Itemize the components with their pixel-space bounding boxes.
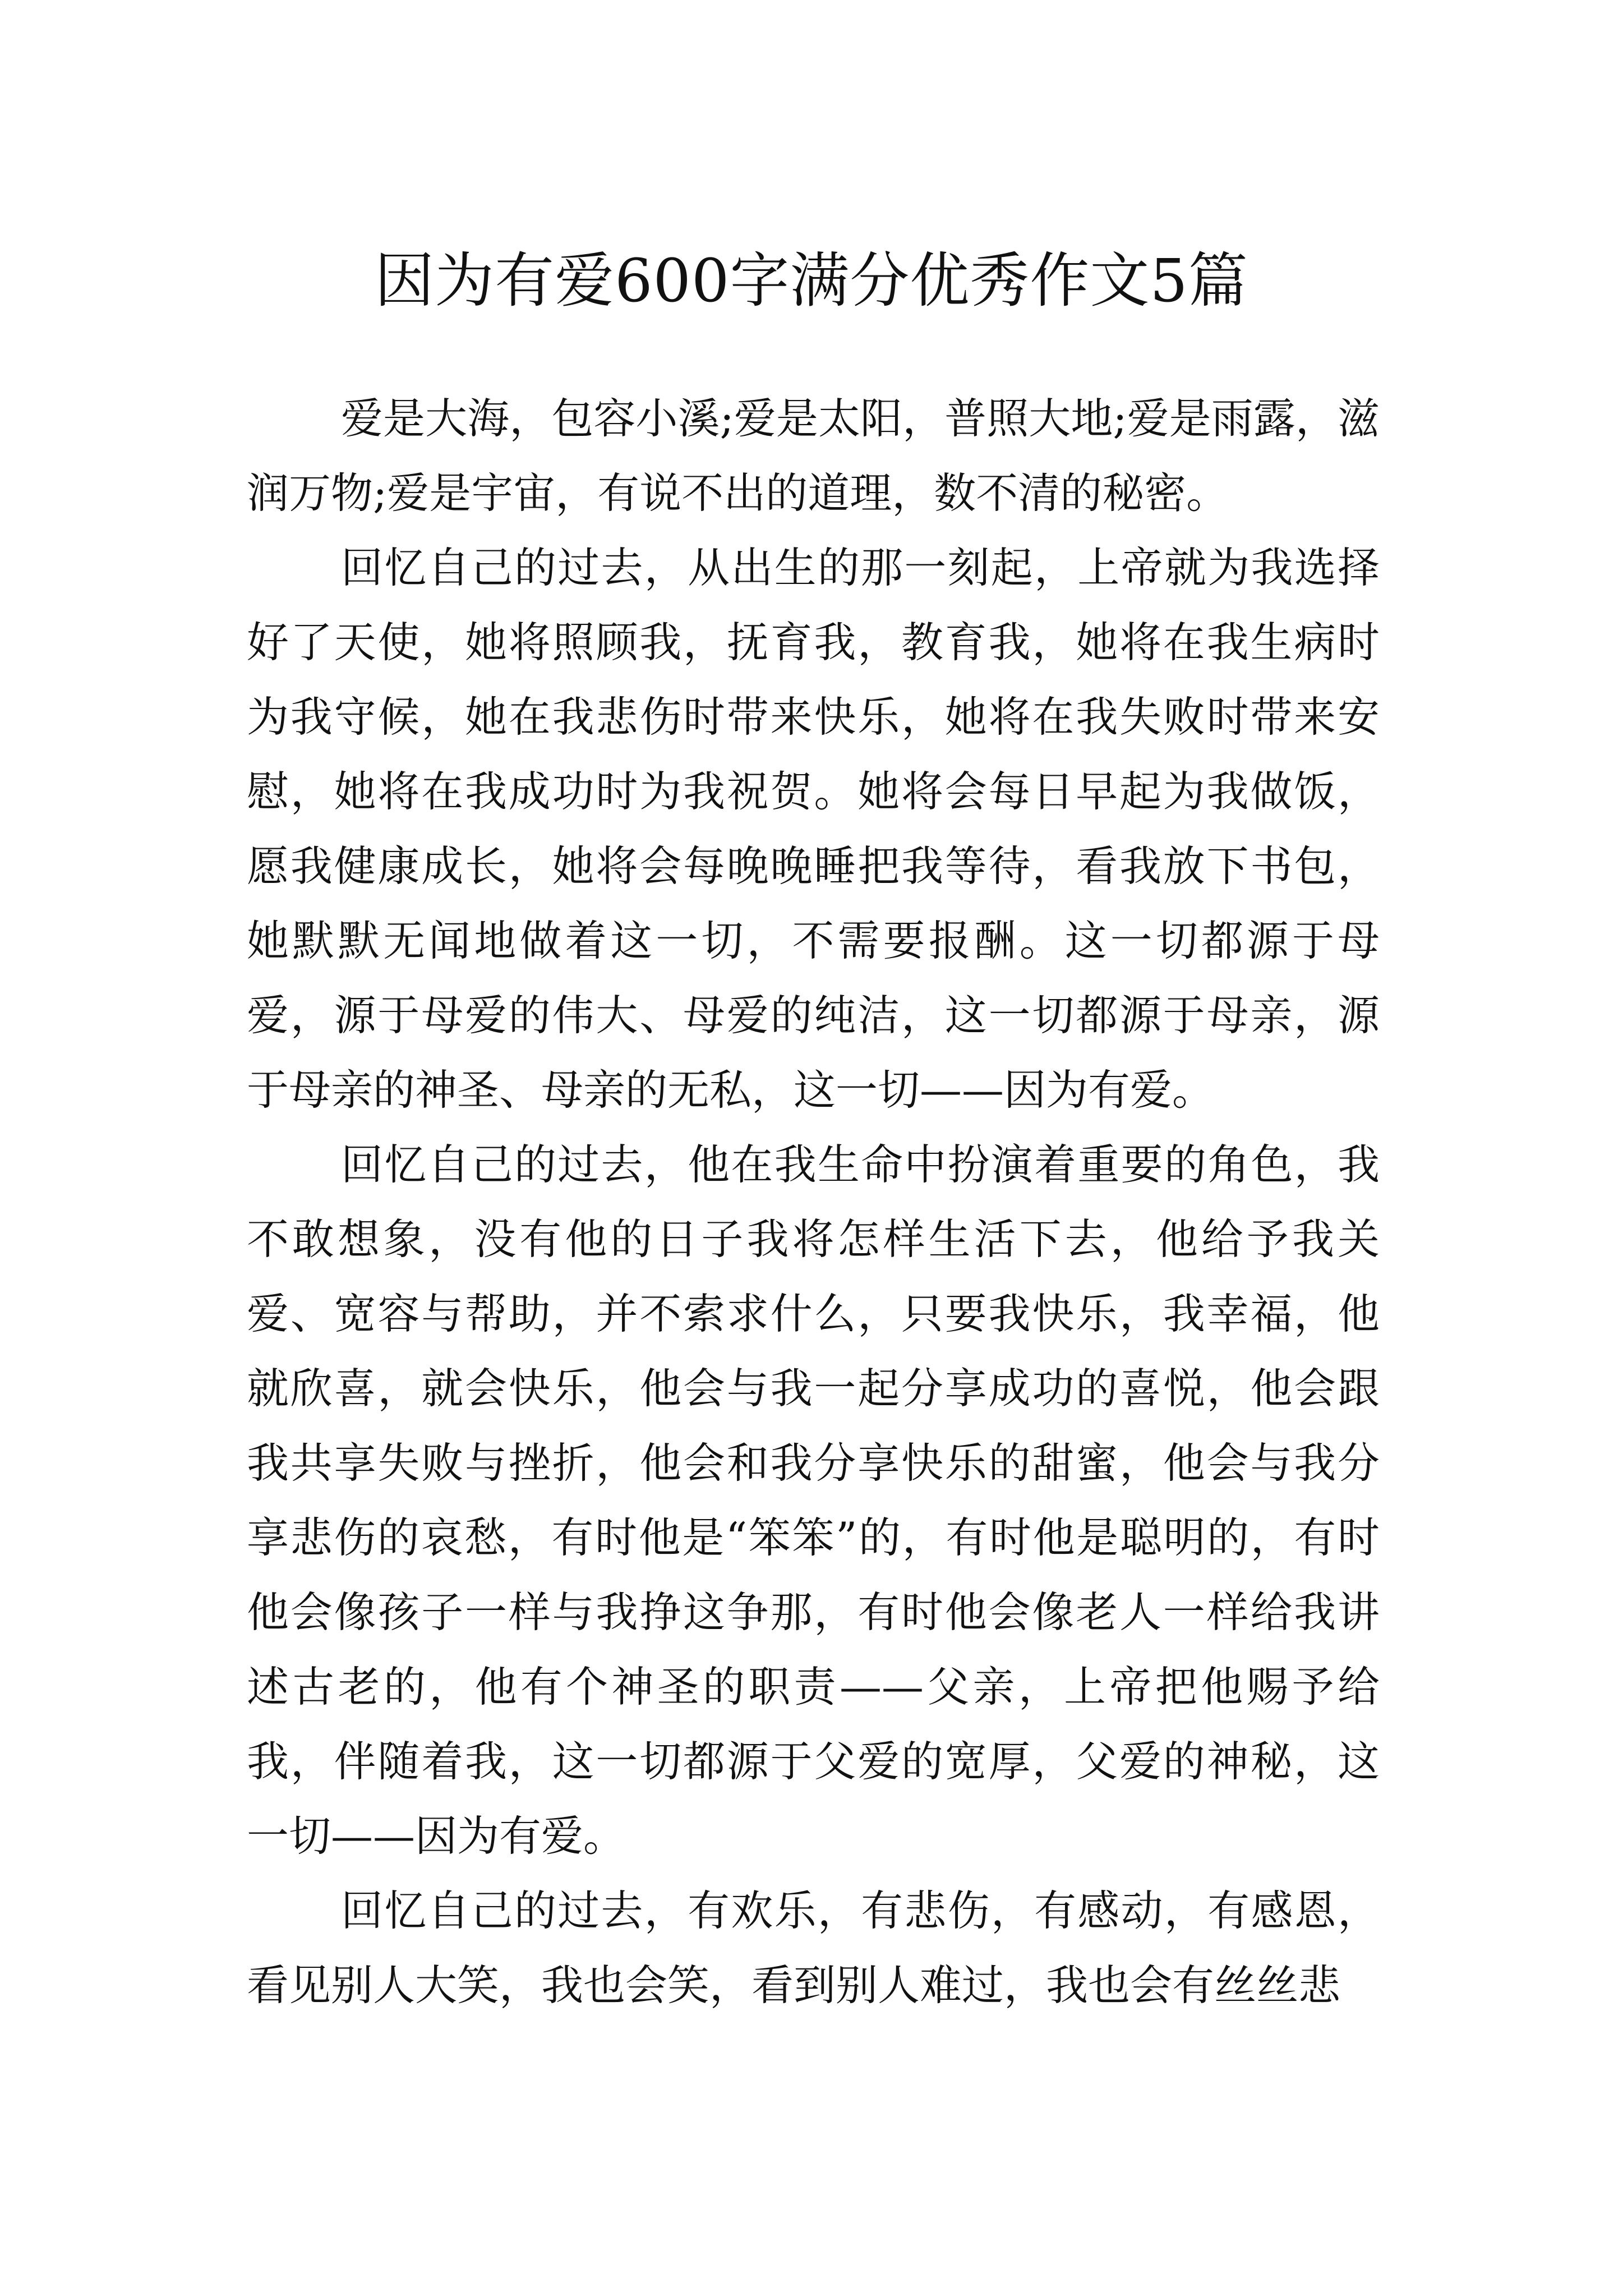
paragraph-1: 爱是大海，包容小溪;爱是太阳，普照大地;爱是雨露，滋润万物;爱是宇宙，有说不出的道理，数不清的秘密。 (247, 394, 1380, 518)
document-title: 因为有爱600字满分优秀作文5篇 (375, 246, 1248, 316)
paragraph-4: 回忆自己的过去，有欢乐，有悲伤，有感动，有感恩，看见别人大笑，我也会笑，看到别人难过，我也会有丝丝悲 (247, 1886, 1380, 2010)
document-body (247, 381, 1380, 2023)
paragraph-2: 回忆自己的过去，从出生的那一刻起，上帝就为我选择好了天使，她将照顾我，抚育我，教育我，她将在我生病时为我守候，她在我悲伤时带来快乐，她将在我失败时带来安慰，她将在我成功时为我祝贺。她将会每日早起为我做饭，愿我健康成长，她将会每晚晚睡把我等待，看我放下书包，她默默无闻地做着这一切，不需要报酬。这一切都源于母爱，源于母爱的伟大、母爱的纯洁，这一切都源于母亲，源于母亲的神圣、母亲的无私，这一切——因为有爱。 (247, 543, 1380, 1115)
paragraph-3: 回忆自己的过去，他在我生命中扮演着重要的角色，我不敢想象，没有他的日子我将怎样生活下去，他给予我关爱、宽容与帮助，并不索求什么，只要我快乐，我幸福，他就欣喜，就会快乐，他会与我一起分享成功的喜悦，他会跟我共享失败与挫折，他会和我分享快乐的甜蜜，他会与我分享悲伤的哀愁，有时他是“笨笨”的，有时他是聪明的，有时他会像孩子一样与我挣这争那，有时他会像老人一样给我讲述古老的，他有个神圣的职责——父亲，上帝把他赐予给我，伴随着我，这一切都源于父爱的宽厚，父爱的神秘，这一切——因为有爱。 (247, 1140, 1380, 1861)
